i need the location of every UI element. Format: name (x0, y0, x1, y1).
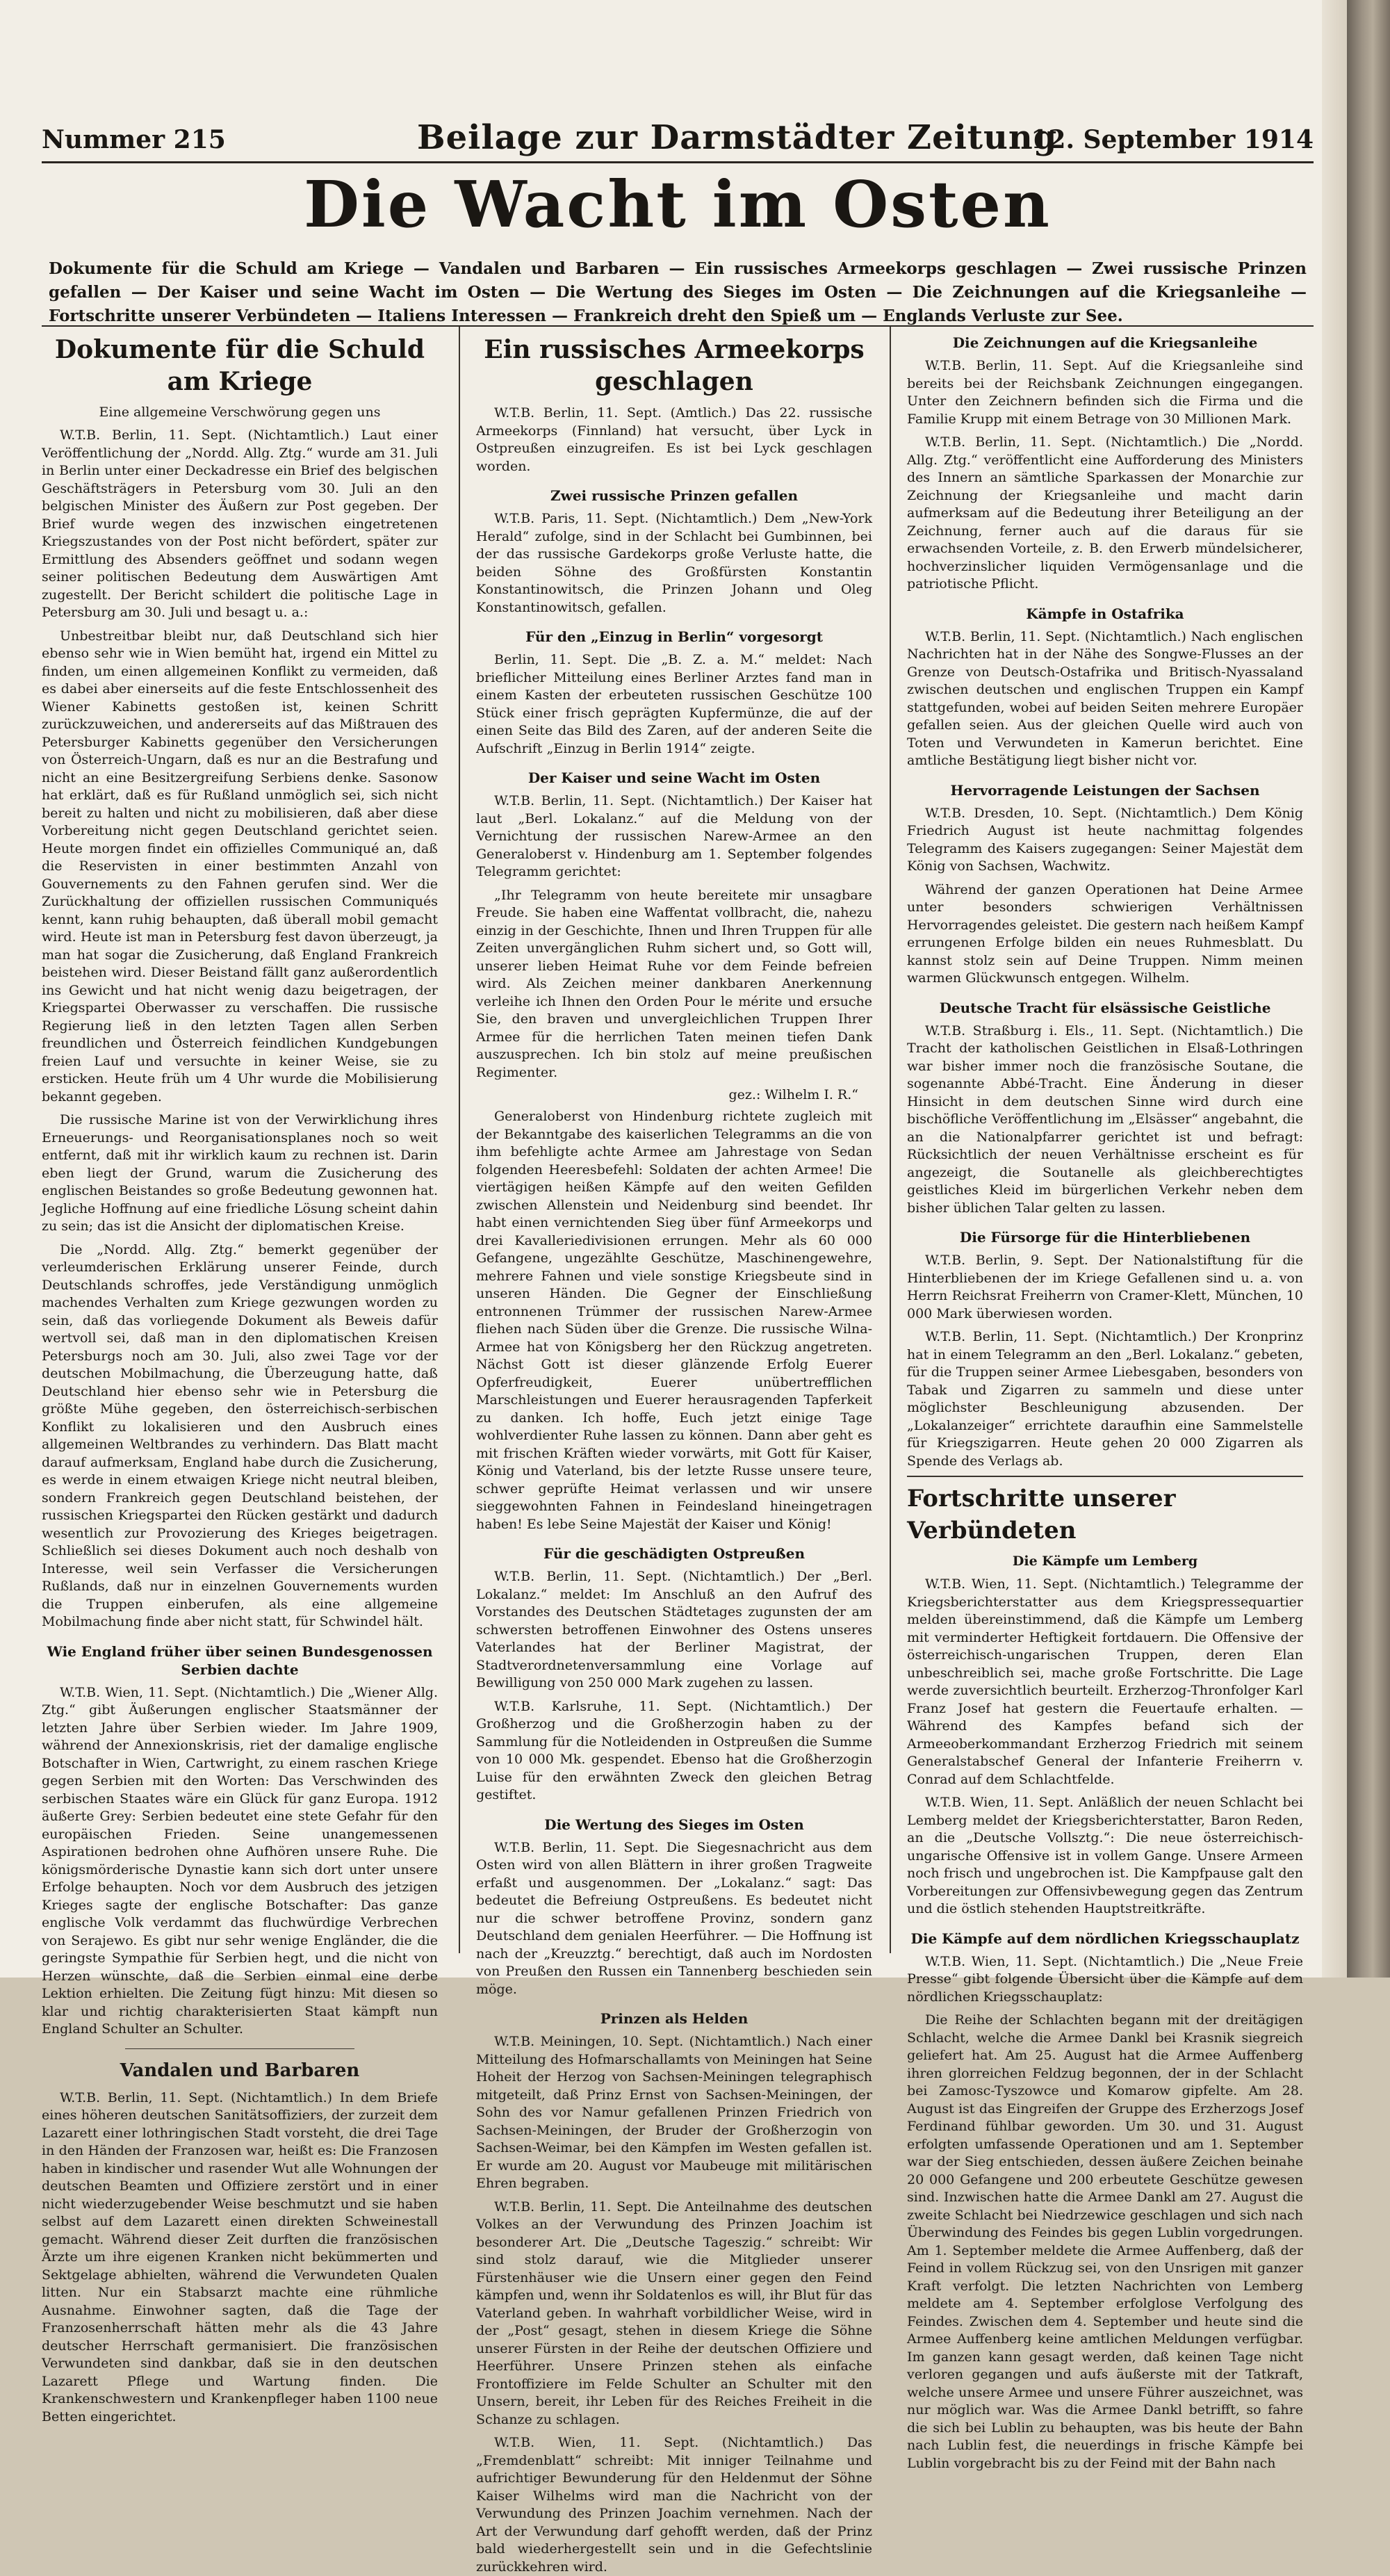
column-left (42, 334, 438, 2424)
issue-number: Nummer 215 (42, 125, 226, 154)
article-paragraph: W.T.B. Wien, 11. Sept. (Nichtamtlich.) Telegramme der Kriegsberichterstatter aus dem Kriegspressequartier melden übereinstimmend, daß die Kämpfe um Lemberg mit verminderter Heftigkeit fortdauern. Die Offensive der österreichisch-ungarischen Truppen, deren Elan unbeschreiblich sei, mache große Fortschritte. Die Lage werde zuversichtlich beurteilt. Erzherzog-Thronfolger Karl Franz Josef hat gestern die Feuertaufe erhalten. — Während des Kampfes befand sich der Armeeoberkommandant Erzherzog Friedrich mit seinem Generalstabschef General der Infanterie Freiherrn v. Conrad auf dem Schlachtfelde. (907, 1576, 1303, 1787)
article-heading: Dokumente für die Schuld am Kriege (54, 335, 425, 396)
column-divider (890, 327, 891, 1953)
section-heading: Hervorragende Leistungen der Sachsen (950, 781, 1260, 799)
section-heading: Wie England früher über seinen Bundesgenossen Serbien dachte (47, 1642, 433, 1678)
article-subheading: Eine allgemeine Verschwörung gegen uns (99, 405, 381, 420)
facing-page-edge (1322, 0, 1347, 1978)
signature: gez.: Wilhelm I. R.“ (728, 1087, 858, 1102)
article-paragraph: W.T.B. Berlin, 11. Sept. Die Anteilnahme des deutschen Volkes an der Verwundung des Prinzen Joachim ist besonderer Art. Die „Deutsche Tageszig.“ schreibt: Wir sind stolz darauf, wie die Mitglieder unserer Fürstenhäuser wie die Unsern einer gegen den Feind kämpfen und, wenn ihr Soldatenlos es will, ihr Blut für das Vaterland geben. In wahrhaft vorbildlicher Weise, wird in der „Post“ gesagt, stehen in diesem Kriege die Söhne unserer Fürsten in der Reihe der deutschen Offiziere und Heerführer. Unsere Prinzen stehen als einfache Frontoffiziere im Felde Schulter an Schulter mit den Unsern, bereit, ihr Leben für des Reiches Freiheit in die Schanze zu schlagen. (476, 2199, 872, 2427)
article-paragraph: „Ihr Telegramm von heute bereitete mir unsagbare Freude. Sie haben eine Waffentat vollbracht, die, nahezu einzig in der Geschichte, Ihnen und Ihren Truppen für alle Zeiten unvergänglichen Ruhm sichert und, so Gott will, unserer lieben Heimat Ruhe vor dem Feinde befreien wird. Als Zeichen meiner dankbaren Anerkennung verleihe ich Ihnen den Orden Pour le mérite und ersuche Sie, den braven und unvergleichlichen Truppen Ihrer Armee für die herrlichen Taten meinen tiefen Dank auszusprechen. Ich bin stolz auf meine preußischen Regimenter. (476, 887, 872, 1080)
article-paragraph: W.T.B. Berlin, 11. Sept. (Nichtamtlich.) Die „Nordd. Allg. Ztg.“ veröffentlicht eine Aufforderung des Ministers des Innern an sämtliche Sparkassen der Monarchie zur Zeichnung der Kriegsanleihe und macht darin aufmerksam auf die Bedeutung ihrer Beteiligung an der Zeichnung, ferner auch auf die daraus für sie erwachsenden Vorteile, z. B. den Erwerb mündelsicherer, hochverzinslicher liquiden Vermögensanlage und die patriotische Pflicht. (907, 434, 1303, 592)
article-paragraph: W.T.B. Berlin, 11. Sept. (Nichtamtlich.) In dem Briefe eines höheren deutschen Sanitätsoffiziers, der zurzeit dem Lazarett einer lothringischen Stadt vorsteht, die drei Tage in den Händen der Franzosen war, heißt es: Die Franzosen haben in kindischer und rasender Wut alle Wohnungen der deutschen Beamten und Offiziere zerstört und in einer nicht wiederzugebender Weise beschmutzt und sie haben selbst auf dem Lazarett einen direkten Schweinestall gemacht. Während dieser Zeit durften die französischen Ärzte um ihre eigenen Kranken nicht bekümmerten und Sektgelage abhielten, während die Verwundeten Qualen litten. Nur ein Stabsarzt machte eine rühmliche Ausnahme. Einwohner sagten, daß die Tage der Franzosenherrschaft hätten mehr als die 43 Jahre deutscher Herrschaft germanisiert. Die französischen Verwundeten sind dankbar, daß sie in den deutschen Lazarett Pflege und Wartung finden. Die Krankenschwestern und Krankenpfleger haben 1100 neue Betten eingerichtet. (42, 2089, 438, 2424)
article-paragraph: W.T.B. Wien, 11. Sept. (Nichtamtlich.) Die „Neue Freie Presse“ gibt folgende Übersicht über die Kämpfe auf dem nördlichen Kriegsschauplatz: (907, 1953, 1303, 2005)
headline-rule (42, 325, 1314, 327)
section-heading: Die Fürsorge für die Hinterbliebenen (959, 1229, 1251, 1246)
column-right (907, 334, 1303, 2471)
article-paragraph: Die Reihe der Schlachten begann mit der dreitägigen Schlacht, welche die Armee Dankl bei Krasnik siegreich geliefert hat. Am 25. August hat die Armee Auffenberg ihren glorreichen Feldzug begonnen, der in der Schlacht bei Zamosc-Tyszowce und Komarow gipfelte. Am 28. August ist das Eingreifen der Gruppe des Erzherzogs Josef Ferdinand fühlbar geworden. Um 30. und 31. August erfolgten umfassende Operationen und am 1. September war der Sieg entschieden, dessen äußere Zeichen beinahe 20 000 Gefangene und 200 erbeutete Geschütze gewesen sind. Inzwischen hatte die Armee Dankl am 27. August die zweite Schlacht bei Niedrzewice geschlagen und sich nach Überwindung des Feindes bis gegen Lublin vorgedrungen. Am 1. September meldete die Armee Auffenberg, daß der Feind in vollem Rückzug sei, von den Unsrigen mit ganzer Kraft verfolgt. Die letzten Nachrichten von Lemberg meldete am 4. September erfolglose Verfolgung des Feindes. Zwischen dem 4. September und heute sind die Armee Auffenberg keine amtlichen Meldungen verfügbar. Im ganzen kann gesagt werden, daß keinen Tage nicht verloren gegangen und aufs äußerste mit der Tatkraft, welche unsere Armee und unsere Führer auszeichnet, was nur möglich war. Was die Armee Dankl betrifft, so fahre die sich bei Lublin zu behaupten, was bis heute der Bahn nach Lublin fest, die neuerdings in frische Kämpfe bei Lublin vorgebracht bis zu der Feind mit der Bahn nach (907, 2012, 1303, 2471)
newspaper-page (42, 104, 1314, 2575)
article-paragraph: W.T.B. Wien, 11. Sept. Anläßlich der neuen Schlacht bei Lemberg meldet der Kriegsberichterstatter, Baron Reden, an die „Deutsche Vollsztg.“: Die neue österreichisch-ungarische Offensive ist in vollem Gange. Unsere Armeen noch frisch und ungebrochen ist. Die Kampfpause galt den Vorbereitungen zur Offensivbewegung gegen das Zentrum und die östlich stehenden Hauptstreitkräfte. (907, 1795, 1303, 1916)
article-paragraph: W.T.B. Wien, 11. Sept. (Nichtamtlich.) Die „Wiener Allg. Ztg.“ gibt Äußerungen englischer Staatsmänner der letzten Jahre über Serbien wieder. Im Jahre 1909, während der Annexionskrisis, riet der damalige englische Botschafter in Wien, Cartwright, zu einem raschen Kriege gegen Serbien mit den Worten: Das Verschwinden des serbischen Staates wäre ein Glück für ganz Europa. 1912 äußerte Grey: Serbien bedeutet eine stete Gefahr für den europäischen Frieden. Seine unangemessenen Aspirationen bedrohen ohne Aufhören unsere Ruhe. Die königsmörderische Dynastie kann sich dort unter unsere Erfolge behaupten. Noch vor dem Ausbruch des jetzigen Krieges sagte der englische Botschafter: Das ganze englische Volk verdammt das fluchwürdige Verbrechen von Serajewo. Es gibt nur sehr wenige Engländer, die die geringste Sympathie für Serbien hegt, und die nicht von Herzen wünschte, daß die Serbien einmal eine derbe Lektion erhielten. Die Zeitung fügt hinzu: Mit diesen so klar und richtig charakterisierten Staat kämpft nun England Schulter an Schulter. (42, 1684, 438, 2037)
article-paragraph: W.T.B. Berlin, 11. Sept. Die Siegesnachricht aus dem Osten wird von allen Blättern in ihrer großen Tragweite erfaßt und ausgenommen. Der „Lokalanz.“ sagt: Das bedeutet die Befreiung Ostpreußens. Es bedeutet nicht nur die schwer betroffene Provinz, sondern ganz Deutschland dem genialen Heerführer. — Die Hoffnung ist nach der „Kreuzztg.“ berechtigt, daß auch im Nordosten von Preußen den Russen ein Tannenberg beschieden sein möge. (476, 1839, 872, 1997)
article-heading: Vandalen und Barbaren (120, 2060, 360, 2081)
article-paragraph: W.T.B. Berlin, 11. Sept. (Nichtamtlich.) Nach englischen Nachrichten hat in der Nähe des Songwe-Flusses an der Grenze von Deutsch-Ostafrika und Britisch-Nyassaland zwischen deutschen und englischen Truppen ein Kampf stattgefunden, wobei auf beiden Seiten mehrere Europäer gefallen seien. Aus der gleichen Quelle wird auch von Toten und Verwundeten in Kamerun berichtet. Eine amtliche Bestätigung liegt bisher nicht vor. (907, 628, 1303, 768)
article-paragraph: W.T.B. Berlin, 11. Sept. (Nichtamtlich.) Der „Berl. Lokalanz.“ meldet: Im Anschluß an den Aufruf des Vorstandes des Deutschen Städtetages zugunsten der am schwersten betroffenen Einwohner des Ostens unseres Vaterlandes hat der Berliner Magistrat, der Stadtverordnetenversammlung eine Vorlage auf Bewilligung von 250 000 Mark zugehen zu lassen. (476, 1569, 872, 1690)
masthead-rule (42, 161, 1314, 163)
article-paragraph: W.T.B. Berlin, 11. Sept. (Amtlich.) Das 22. russische Armeekorps (Finnland) hat versucht, über Lyck in Ostpreußen einzugreifen. Es ist bei Lyck geschlagen worden. (476, 405, 872, 474)
section-heading: Die Zeichnungen auf die Kriegsanleihe (952, 334, 1258, 351)
article-heading: Ein russisches Armeekorps geschlagen (484, 335, 865, 396)
article-paragraph: W.T.B. Berlin, 11. Sept. (Nichtamtlich.) Der Kaiser hat laut „Berl. Lokalanz.“ auf die Meldung von der Vernichtung der russischen Narew-Armee an den Generaloberst v. Hindenburg am 1. September folgendes Telegramm gerichtet: (476, 793, 872, 879)
article-paragraph: W.T.B. Berlin, 9. Sept. Der Nationalstiftung für die Hinterbliebenen der im Kriege Gefallenen sind u. a. von Herrn Reichsrat Freiherrn von Cramer-Klett, München, 10 000 Mark überwiesen worden. (907, 1253, 1303, 1321)
section-heading: Die Wertung des Sieges im Osten (544, 1816, 804, 1833)
section-heading: Die Kämpfe auf dem nördlichen Kriegsschauplatz (910, 1930, 1300, 1947)
book-spine (1347, 0, 1390, 1978)
headline-summary: Dokumente für die Schuld am Kriege — Vandalen und Barbaren — Ein russisches Armeekorps geschlagen — Zwei russische Prinzen gefallen — Der Kaiser und seine Wacht im Osten — Die Wertung des Sieges im Osten — Die Zeichnungen auf die Kriegsanleihe — Fortschritte unserer Verbündeten — Italiens Interessen — Frankreich dreht den Spieß um — Englands Verluste zur See. (49, 259, 1307, 325)
separator (125, 2048, 354, 2049)
article-paragraph: W.T.B. Straßburg i. Els., 11. Sept. (Nichtamtlich.) Die Tracht der katholischen Geistlichen in Elsaß-Lothringen war bisher immer noch die französische Soutane, die sogenannte Abbé-Tracht. Eine Änderung in dieser Hinsicht in dem deutschen Sinne wird durch eine bischöfliche Veröffentlichung im „Elsässer“ angebahnt, die an die Nationalpfarrer gerichtet ist und befragt: Rücksichtlich der neuen Verhältnisse erscheint es für angezeigt, die Soutanelle als gleichberechtigtes geistliches Kleid im bürgerlichen Verkehr neben dem bisher üblichen Talar gelten zu lassen. (907, 1022, 1303, 1216)
section-heading: Kämpfe in Ostafrika (1026, 605, 1184, 622)
article-paragraph: Generaloberst von Hindenburg richtete zugleich mit der Bekanntgabe des kaiserlichen Telegramms an die von ihm befehligte achte Armee am Jahrestage von Sedan folgenden Heeresbefehl: Soldaten der achten Armee! Die viertägigen heißen Kämpfe auf den weiten Gefilden zwischen Allenstein und Neidenburg sind beendet. Ihr habt einen vernichtenden Sieg über fünf Armeekorps und drei Kavalleriedivisionen errungen. Mehr als 60 000 Gefangene, ungezählte Geschütze, Maschinengewehre, mehrere Fahnen und viele sonstige Kriegsbeute sind in unseren Händen. Die Gegner der Einschließung entronnenen Trümmer der russischen Narew-Armee fliehen nach Süden über die Grenze. Die russische Wilna-Armee hat von Königsberg her den Rückzug angetreten. Nächst Gott ist dieser glänzende Erfolg Euerer Opferfreudigkeit, Euerer unübertrefflichen Marschleistungen und Euerer herausragenden Tapferkeit zu danken. Ich hoffe, Euch jetzt einige Tage wohlverdienter Ruhe lassen zu können. Dann aber geht es mit frischen Kräften wieder vorwärts, mit Gott für Kaiser, König und Vaterland, bis der letzte Russe unsere teure, schwer geprüfte Heimat verlassen und wir unsere sieggewohnten Fahnen in Feindesland hineingetragen haben! Es lebe Seine Majestät der Kaiser und König! (476, 1109, 872, 1532)
article-paragraph: W.T.B. Dresden, 10. Sept. (Nichtamtlich.) Dem König Friedrich August ist heute nachmittag folgendes Telegramm des Kaisers zugegangen: Seiner Majestät dem König von Sachsen, Wachwitz. (907, 805, 1303, 874)
article-heading: Fortschritte unserer Verbündeten (907, 1476, 1303, 1547)
article-paragraph: W.T.B. Berlin, 11. Sept. Auf die Kriegsanleihe sind bereits bei der Reichsbank Zeichnungen eingegangen. Unter den Zeichnern befinden sich die Firma und die Familie Krupp mit einem Betrage von 30 Millionen Mark. (907, 358, 1303, 427)
section-heading: Der Kaiser und seine Wacht im Osten (528, 769, 821, 786)
article-paragraph: W.T.B. Karlsruhe, 11. Sept. (Nichtamtlich.) Der Großherzog und die Großherzogin haben zu der Sammlung für die Notleidenden in Ostpreußen die Summe von 10 000 Mk. gespendet. Ebenso hat die Großherzogin Luise für den erwähnten Zweck den gleichen Betrag gestiftet. (476, 1698, 872, 1802)
column-middle (476, 334, 872, 2575)
masthead (42, 118, 1314, 160)
section-heading: Prinzen als Helden (600, 2010, 749, 2027)
article-paragraph: Die „Nordd. Allg. Ztg.“ bemerkt gegenüber der verleumderischen Erklärung unserer Feinde, durch Deutschlands schroffes, jede Verständigung unmöglich machendes Verhalten zum Kriege gezwungen worden zu sein, daß das vorliegende Dokument als Beweis dafür wertvoll sei, daß man in den diplomatischen Kreisen Petersburgs noch am 30. Juli, also zwei Tage vor der deutschen Mobilmachung, die Überzeugung hatte, daß Deutschland hier ebenso sehr wie in Petersburg die größte Mühe gegeben, den österreichisch-serbischen Konflikt zu lokalisieren und den Ausbruch eines allgemeinen Weltbrandes zu verhindern. Das Blatt macht darauf aufmerksam, England habe durch die Zusicherung, es werde in einem etwaigen Kriege nicht neutral bleiben, sondern Frankreich gegen Deutschland beistehen, der russischen Kriegspartei den Rücken gestärkt und dadurch wesentlich zur Provozierung des Krieges beigetragen. Schließlich sei dieses Dokument auch noch deshalb von Interesse, weil sein Verfasser die Versicherungen Rußlands, daß nur in einzelnen Gouvernements wurden die Truppen einberufen, als eine allgemeine Mobilmachung finde aber nicht statt, für Schwindel hält. (42, 1241, 438, 1629)
issue-date: 12. September 1914 (1031, 125, 1314, 154)
supplement-title: Beilage zur Darmstädter Zeitung (417, 118, 1058, 157)
article-paragraph: Während der ganzen Operationen hat Deine Armee unter besonders schwierigen Verhältnissen Hervorragendes geleistet. Die gestern nach heißem Kampf errungenen Erfolge bilden ein neues Ruhmesblatt. Du kannst stolz sein auf Deine Truppen. Nimm meinen warmen Glückwunsch entgegen. Wilhelm. (907, 881, 1303, 986)
column-divider (459, 327, 460, 1953)
main-headline: Die Wacht im Osten (304, 167, 1052, 242)
article-paragraph: Unbestreitbar bleibt nur, daß Deutschland sich hier ebenso sehr wie in Wien bemüht hat, irgend ein Mittel zu finden, um einen allgemeinen Konflikt zu vermeiden, daß es dabei aber einerseits auf die feste Entschlossenheit des Wiener Kabinetts gestoßen ist, keinen Schritt zurückzuweichen, und andererseits auf das Mißtrauen des Petersburger Kabinetts gegenüber den Versicherungen von Österreich-Ungarn, daß es nur an die Bestrafung und nicht an eine Besitzergreifung Serbiens denke. Sasonow hat erklärt, daß es für Rußland unmöglich sei, sich nicht bereit zu halten und nicht zu mobilisieren, daß aber diese Vorbereitung nicht gegen Deutschland gerichtet seien. Heute morgen findet ein offizielles Communiqué an, daß die Reservisten in einer bestimmten Anzahl von Gouvernements zu den Fahnen gerufen sind. Wer die Zurückhaltung der offiziellen russischen Communiqués kennt, kann ruhig behaupten, daß überall mobil gemacht wird. Heute ist man in Petersburg fest davon überzeugt, ja man hat sogar die Zusicherung, daß England Frankreich beistehen wird. Dieser Beistand fällt ganz außerordentlich ins Gewicht und hat nicht wenig dazu beigetragen, der Kriegspartei Oberwasser zu verschaffen. Die russische Regierung ließ in den letzten Tagen allen Serben freundlichen und Österreich feindlichen Kundgebungen freien Lauf und versuchte in keiner Weise, sie zu ersticken. Heute früh um 4 Uhr wurde die Mobilisierung bekannt gegeben. (42, 628, 438, 1104)
article-subheading: Die Kämpfe um Lemberg (1012, 1554, 1198, 1569)
article-paragraph: Berlin, 11. Sept. Die „B. Z. a. M.“ meldet: Nach brieflicher Mitteilung eines Berliner Arztes fand man in einem Kasten der erbeuteten russischen Geschütze 100 Stück einer frisch geprägten Kupfermünze, die auf der einen Seite das Bild des Zaren, auf der anderen Seite die Aufschrift „Einzug in Berlin 1914“ zeigte. (476, 652, 872, 756)
section-heading: Deutsche Tracht für elsässische Geistliche (939, 999, 1271, 1016)
article-paragraph: W.T.B. Paris, 11. Sept. (Nichtamtlich.) Dem „New-York Herald“ zufolge, sind in der Schlacht bei Gumbinnen, bei der das russische Gardekorps große Verluste hatte, die beiden Söhne des Großfürsten Konstantin Konstantinowitsch, die Prinzen Johann und Oleg Konstantinowitsch, gefallen. (476, 511, 872, 615)
article-paragraph: W.T.B. Berlin, 11. Sept. (Nichtamtlich.) Laut einer Veröffentlichung der „Nordd. Allg. Ztg.“ wurde am 31. Juli in Berlin unter einer Deckadresse ein Brief des belgischen Geschäftsträgers in Petersburg vom 30. Juli an den belgischen Minister des Äußern zur Post gegeben. Der Brief wurde wegen des inzwischen eingetretenen Kriegszustandes von der Post nicht befördert, später zur Ermittlung des Absenders geöffnet und sodann wegen seiner politischen Bedeutung dem Auswärtigen Amt zugestellt. Der Bericht schildert die politische Lage in Petersburg am 30. Juli und besagt u. a.: (42, 427, 438, 620)
article-paragraph: W.T.B. Wien, 11. Sept. (Nichtamtlich.) Das „Fremdenblatt“ schreibt: Mit inniger Teilnahme und aufrichtiger Bewunderung für den Heldenmut der Söhne Kaiser Wilhelms wird man die Nachricht von der Verwundung des Prinzen Joachim vernehmen. Nach der Art der Verwundung darf gehofft werden, daß der Prinz bald wiederhergestellt sein und in die Gefechtslinie zurückkehren wird. (476, 2435, 872, 2575)
article-paragraph: Die russische Marine ist von der Verwirklichung ihres Erneuerungs- und Reorganisationsplanes noch so weit entfernt, daß mit ihr wirklich kaum zu rechnen ist. Darin eben liegt der Grund, warum die Zusicherung des englischen Beistandes so große Bedeutung gewonnen hat. Jegliche Hoffnung auf eine friedliche Lösung scheint dahin zu sein; das ist die Ansicht der diplomatischen Kreise. (42, 1112, 438, 1234)
article-paragraph: W.T.B. Berlin, 11. Sept. (Nichtamtlich.) Der Kronprinz hat in einem Telegramm an den „Berl. Lokalanz.“ gebeten, für die Truppen seiner Armee Liebesgaben, besonders von Tabak und Zigarren zu sammeln und diese unter möglichster Beschleunigung abzusenden. Der „Lokalanzeiger“ errichtete daraufhin eine Sammelstelle für Kriegszigarren. Heute gehen 20 000 Zigarren als Spende des Verlags ab. (907, 1329, 1303, 1469)
section-heading: Für die geschädigten Ostpreußen (543, 1545, 805, 1562)
article-paragraph: W.T.B. Meiningen, 10. Sept. (Nichtamtlich.) Nach einer Mitteilung des Hofmarschallamts von Meiningen hat Seine Hoheit der Herzog von Sachsen-Meiningen telegraphisch mitgeteilt, daß Prinz Ernst von Sachsen-Meiningen, der Sohn des vor Namur gefallenen Prinzen Friedrich von Sachsen-Meiningen, der Bruder der Großherzogin von Sachsen-Weimar, bei den Kämpfen im Westen gefallen ist. Er wurde am 20. August vor Maubeuge mit militärischen Ehren begraben. (476, 2034, 872, 2191)
section-heading: Zwei russische Prinzen gefallen (550, 487, 798, 504)
section-heading: Für den „Einzug in Berlin“ vorgesorgt (525, 628, 823, 645)
